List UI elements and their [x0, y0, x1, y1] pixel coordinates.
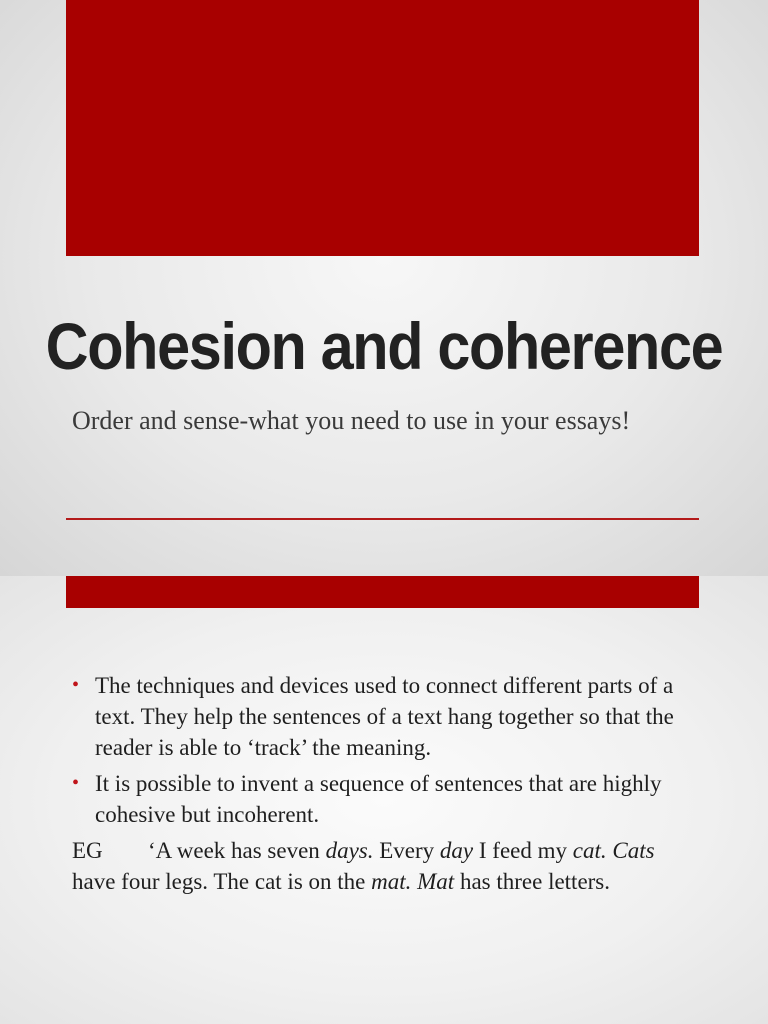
red-divider-line: [66, 518, 699, 520]
bullet-list: [72, 670, 692, 830]
content-slide: [0, 576, 768, 1024]
bullet-icon: •: [72, 674, 80, 696]
bullet-text: It is possible to invent a sequence of sentences that are highly cohesive but incoherent.: [95, 771, 662, 827]
bullet-icon: •: [72, 772, 80, 794]
slide-subtitle: Order and sense-what you need to use in your essays!: [72, 406, 631, 435]
slide-body: [72, 670, 692, 897]
example-part-italic: days.: [325, 838, 374, 863]
example-part: I feed my: [473, 838, 573, 863]
title-slide-red-banner: [66, 0, 699, 256]
slide-title: Cohesion and coherence: [45, 309, 723, 383]
example-part: has three letters.: [454, 869, 611, 894]
bullet-item: [72, 768, 692, 830]
example-part: Every: [373, 838, 440, 863]
bullet-item: [72, 670, 692, 763]
example-part-italic: mat. Mat: [371, 869, 455, 894]
example-part-italic: day: [439, 838, 474, 863]
example-part: have four legs. The cat is on the: [72, 869, 372, 894]
example-part-italic: cat. Cats: [572, 838, 655, 863]
example-paragraph: [72, 835, 692, 897]
content-slide-red-banner: [66, 576, 699, 608]
example-part: ‘A week has seven: [148, 838, 326, 863]
example-label: EG: [72, 838, 103, 863]
bullet-text: The techniques and devices used to connect different parts of a text. They help the sentences of a text hang together so that the reader is able to ‘track’ the meaning.: [95, 673, 674, 760]
